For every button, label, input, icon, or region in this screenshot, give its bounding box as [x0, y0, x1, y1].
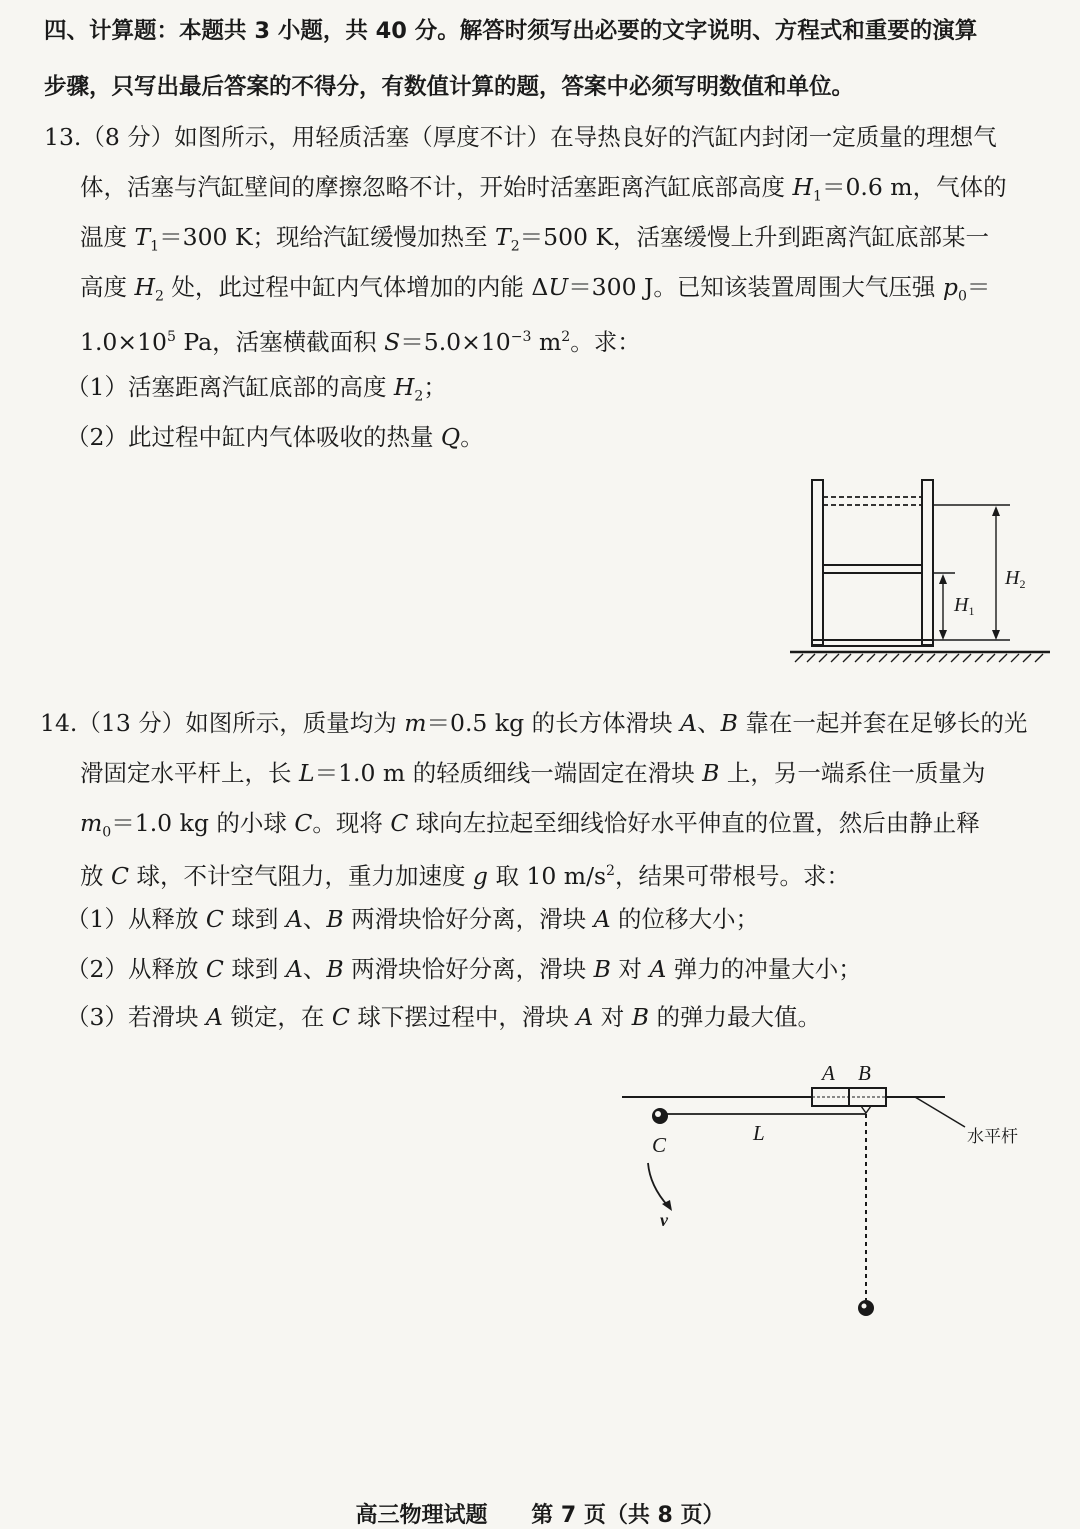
q13-line-1: 13.（8 分）如图所示，用轻质活塞（厚度不计）在导热良好的汽缸内封闭一定质量的理想气: [44, 123, 997, 151]
section-header-line-2: 步骤，只写出最后答案的不得分，有数值计算的题，答案中必须写明数值和单位。: [44, 74, 855, 100]
q14-line-3: $m_0=1.0$ kg 的小球 C。现将 C 球向左拉起至细线恰好水平伸直的位置，然后由静止释: [80, 809, 980, 841]
q13-line-3: 温度 $T_1=300$ K；现给汽缸缓慢加热至 $T_2=500$ K，活塞缓慢上升到距离汽缸底部某一: [80, 223, 990, 255]
footer-page-number: 第 7 页（共 8 页）: [531, 1503, 725, 1528]
rod-label: 水平杆: [967, 1127, 1018, 1146]
q13-line-2: 体，活塞与汽缸壁间的摩擦忽略不计，开始时活塞距离汽缸底部高度 $H_1=0.6$ m，气体的: [80, 173, 1007, 205]
label-c: C: [652, 1133, 667, 1157]
q14-part-1: （1）从释放 C 球到 A、B 两滑块恰好分离，滑块 A 的位移大小；: [66, 905, 760, 933]
q14-part-3: （3）若滑块 A 锁定，在 C 球下摆过程中，滑块 A 对 B 的弹力最大值。: [66, 1003, 821, 1031]
footer-title: 高三物理试题: [355, 1503, 488, 1528]
label-b: B: [858, 1061, 871, 1085]
q14-line-2: 滑固定水平杆上，长 L＝1.0 m 的轻质细线一端固定在滑块 B 上，另一端系住一质量为: [80, 759, 986, 787]
page-footer: [0, 1498, 1080, 1529]
velocity-arrow: [648, 1163, 668, 1206]
q13-part-1: （1）活塞距离汽缸底部的高度 $H_2$；: [66, 373, 447, 405]
h2-label: $H_2$: [1005, 567, 1026, 591]
q13-line-5: $1.0\times 10^5$ Pa，活塞横截面积 $S=5.0\times 10^{-3}$ $m^2$。求：: [80, 327, 641, 356]
q14-part-2: （2）从释放 C 球到 A、B 两滑块恰好分离，滑块 B 对 A 弹力的冲量大小；: [66, 955, 862, 983]
ball-c-bottom: [858, 1300, 874, 1316]
q14-line-4: 放 C 球，不计空气阻力，重力加速度 g 取 10 $m/s^2$，结果可带根号。求：: [80, 861, 851, 890]
section-header-line-1: 四、计算题：本题共 3 小题，共 40 分。解答时须写出必要的文字说明、方程式和重要的演算: [44, 18, 978, 44]
h1-label: $H_1$: [954, 594, 975, 618]
label-a: A: [822, 1061, 835, 1085]
q13-line-4: 高度 $H_2$ 处，此过程中缸内气体增加的内能 ΔU＝300 J。已知该装置周围大气压强 $p_0=$: [80, 273, 991, 305]
label-l: L: [753, 1121, 765, 1145]
label-v: v: [660, 1210, 668, 1230]
q14-line-1: 14.（13 分）如图所示，质量均为 m＝0.5 kg 的长方体滑块 A、B 靠在一起并套在足够长的光: [40, 709, 1028, 737]
q13-part-2: （2）此过程中缸内气体吸收的热量 Q。: [66, 423, 484, 451]
